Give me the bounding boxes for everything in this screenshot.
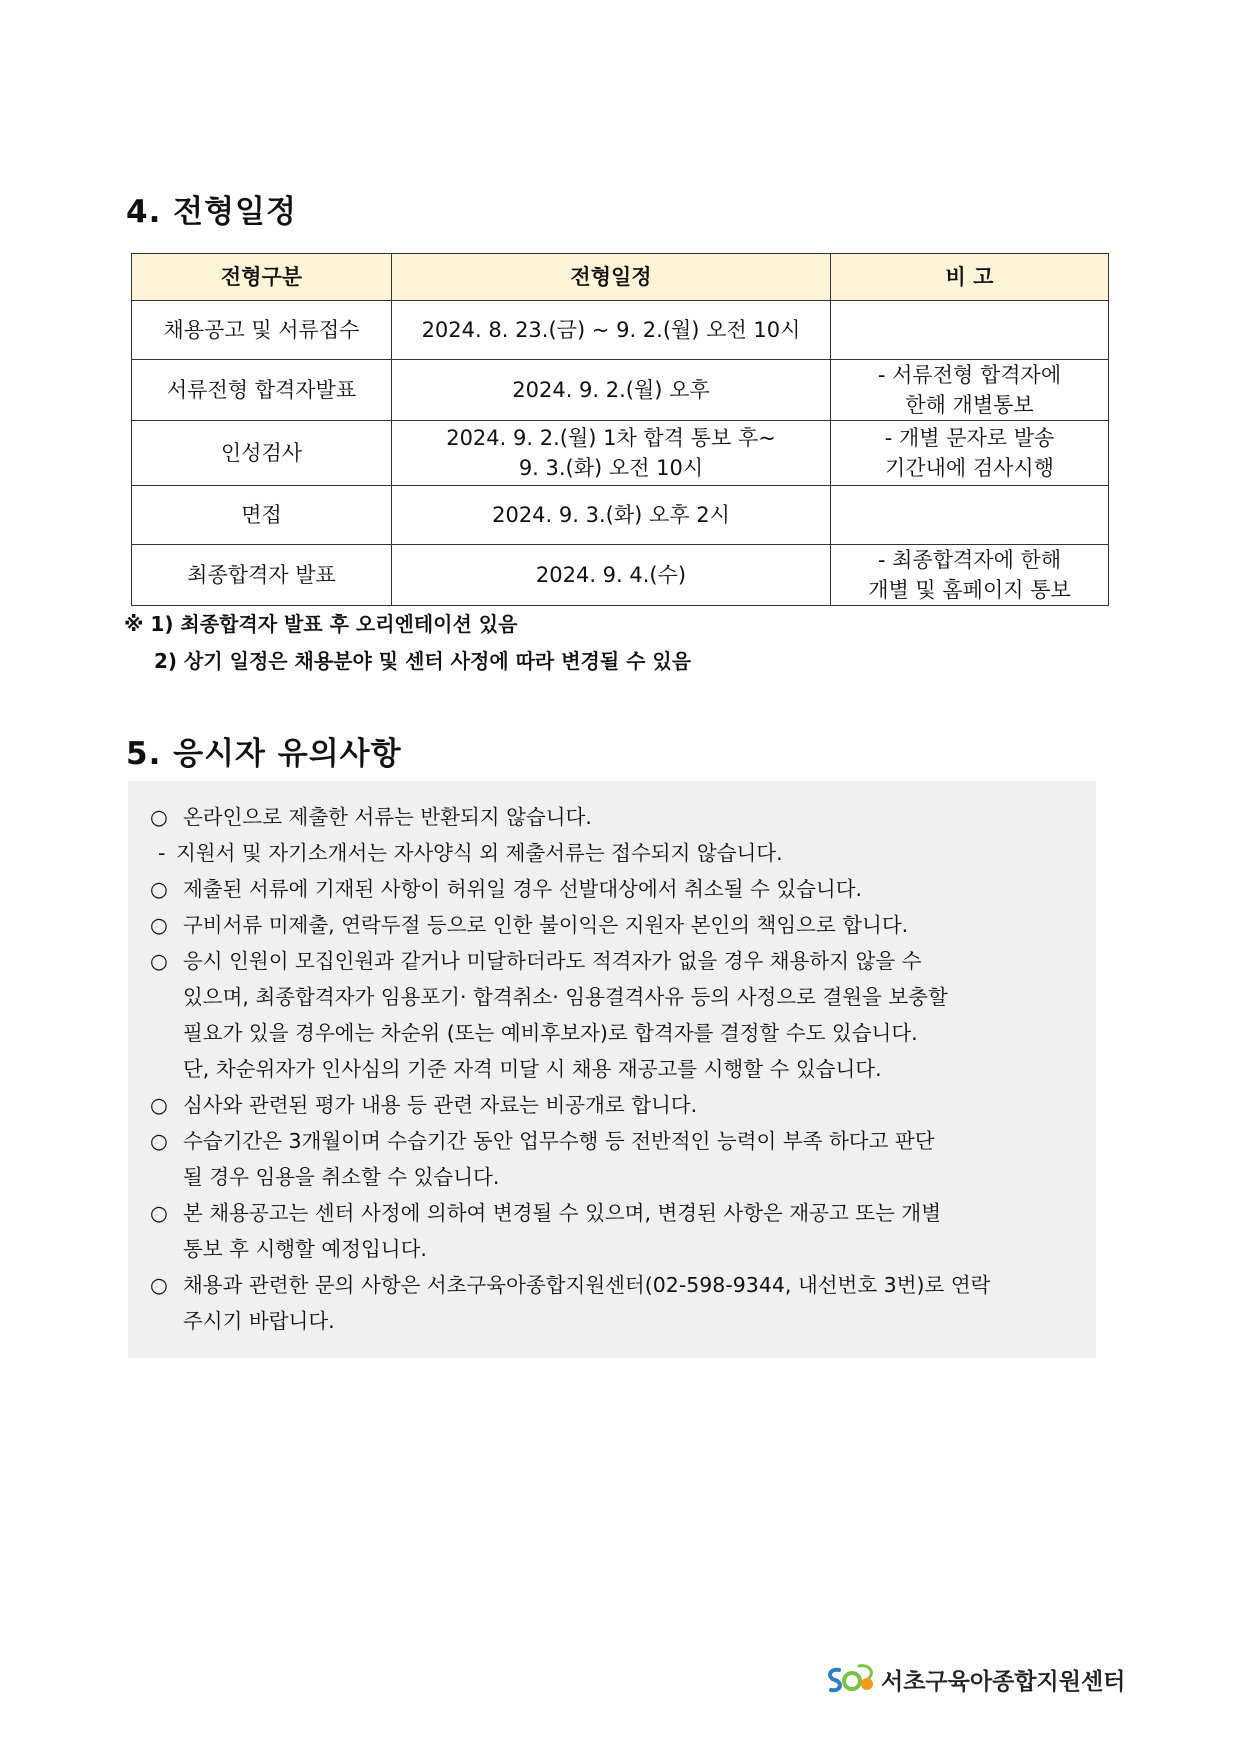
schedule-line: 2024. 8. 23.(금) ~ 9. 2.(월) 오전 10시 (421, 318, 801, 342)
notice-text: 제출된 서류에 기재된 사항이 허위일 경우 선발대상에서 취소될 수 있습니다. (183, 877, 863, 901)
schedule-cell (392, 545, 831, 606)
table-row (132, 545, 1109, 606)
notice-text-cont: 단, 차순위자가 인사심의 기준 자격 미달 시 채용 재공고를 시행할 수 있습니다. (183, 1057, 882, 1081)
notice-text-cont: 필요가 있을 경우에는 차순위 (또는 예비후보자)로 합격자를 결정할 수도 있습니다. (183, 1021, 918, 1045)
table-row (132, 486, 1109, 545)
circle-bullet: ○ (150, 1273, 168, 1297)
schedule-notes (124, 606, 691, 680)
note-cell (831, 486, 1109, 545)
list-item (150, 907, 1096, 943)
schedule-cell (392, 360, 831, 421)
notice-text-cont: 통보 후 시행할 예정입니다. (183, 1237, 427, 1261)
notice-text: 구비서류 미제출, 연락두절 등으로 인한 불이익은 지원자 본인의 책임으로 합니다. (183, 913, 909, 937)
notice-text: 채용과 관련한 문의 사항은 서초구육아종합지원센터(02-598-9344, 내선번호 3번)로 연락 (183, 1273, 991, 1297)
footer-logo (825, 1659, 1125, 1699)
stage-cell: 채용공고 및 서류접수 (132, 301, 392, 360)
note-cell (831, 545, 1109, 606)
footer-org-name: 서초구육아종합지원센터 (881, 1668, 1126, 1695)
circle-bullet: ○ (150, 1129, 168, 1153)
table-row (132, 421, 1109, 486)
schedule-cell (392, 301, 831, 360)
dash-bullet: - (158, 841, 166, 865)
circle-bullet: ○ (150, 949, 168, 973)
schedule-line: 2024. 9. 3.(화) 오후 2시 (492, 503, 730, 527)
schedule-cell (392, 486, 831, 545)
note-line: - 서류전형 합격자에 (877, 363, 1062, 387)
note-cell (831, 301, 1109, 360)
notice-text: 온라인으로 제출한 서류는 반환되지 않습니다. (183, 805, 592, 829)
note-line-2: 2) 상기 일정은 채용분야 및 센터 사정에 따라 변경될 수 있음 (154, 649, 692, 673)
notice-text: 심사와 관련된 평가 내용 등 관련 자료는 비공개로 합니다. (183, 1093, 698, 1117)
circle-bullet: ○ (150, 1201, 168, 1225)
note-cell (831, 360, 1109, 421)
table-row (132, 360, 1109, 421)
stage-cell: 최종합격자 발표 (132, 545, 392, 606)
stage-cell: 인성검사 (132, 421, 392, 486)
list-item (150, 1195, 1096, 1267)
list-item (150, 871, 1096, 907)
schedule-line: 2024. 9. 4.(수) (535, 563, 687, 587)
circle-bullet: ○ (150, 913, 168, 937)
notice-text: 지원서 및 자기소개서는 자사양식 외 제출서류는 접수되지 않습니다. (176, 841, 783, 865)
header-schedule: 전형일정 (392, 254, 831, 301)
center-logo-icon (825, 1662, 877, 1696)
circle-bullet: ○ (150, 805, 168, 829)
section-4-title: 4. 전형일정 (126, 194, 297, 230)
section-5-title: 5. 응시자 유의사항 (126, 736, 402, 772)
list-item (150, 1123, 1096, 1195)
note-line: - 개별 문자로 발송 (884, 426, 1055, 450)
circle-bullet: ○ (150, 877, 168, 901)
schedule-cell (392, 421, 831, 486)
notice-text-cont: 될 경우 임용을 취소할 수 있습니다. (183, 1165, 500, 1189)
note-line: 개별 및 홈페이지 통보 (868, 578, 1071, 602)
note-line: 한해 개별통보 (905, 393, 1034, 417)
list-item (150, 799, 1096, 835)
schedule-line: 9. 3.(화) 오전 10시 (518, 456, 704, 480)
schedule-table (131, 253, 1109, 606)
notice-text: 응시 인원이 모집인원과 같거나 미달하더라도 적격자가 없을 경우 채용하지 않을 수 (183, 949, 922, 973)
list-item (150, 1267, 1096, 1339)
note-line: - 최종합격자에 한해 (877, 548, 1062, 572)
note-line: 기간내에 검사시행 (885, 456, 1054, 480)
note-line-1: ※ 1) 최종합격자 발표 후 오리엔테이션 있음 (124, 612, 518, 636)
table-row (132, 301, 1109, 360)
schedule-line: 2024. 9. 2.(월) 오후 (512, 378, 710, 402)
header-note: 비 고 (831, 254, 1109, 301)
stage-cell: 면접 (132, 486, 392, 545)
list-item (150, 943, 1096, 1087)
notice-text-cont: 있으며, 최종합격자가 임용포기· 합격취소· 임용결격사유 등의 사정으로 결원을 보충할 (183, 985, 948, 1009)
list-item (150, 1087, 1096, 1123)
notice-text: 수습기간은 3개월이며 수습기간 동안 업무수행 등 전반적인 능력이 부족 하다고 판단 (183, 1129, 935, 1153)
note-cell (831, 421, 1109, 486)
list-item (150, 835, 1096, 871)
circle-bullet: ○ (150, 1093, 168, 1117)
notice-text: 본 채용공고는 센터 사정에 의하여 변경될 수 있으며, 변경된 사항은 재공고 또는 개별 (183, 1201, 942, 1225)
table-header-row (132, 254, 1109, 301)
notice-box (128, 781, 1096, 1358)
header-stage: 전형구분 (132, 254, 392, 301)
notice-text-cont: 주시기 바랍니다. (183, 1309, 335, 1333)
schedule-line: 2024. 9. 2.(월) 1차 합격 통보 후~ (446, 426, 776, 450)
stage-cell: 서류전형 합격자발표 (132, 360, 392, 421)
